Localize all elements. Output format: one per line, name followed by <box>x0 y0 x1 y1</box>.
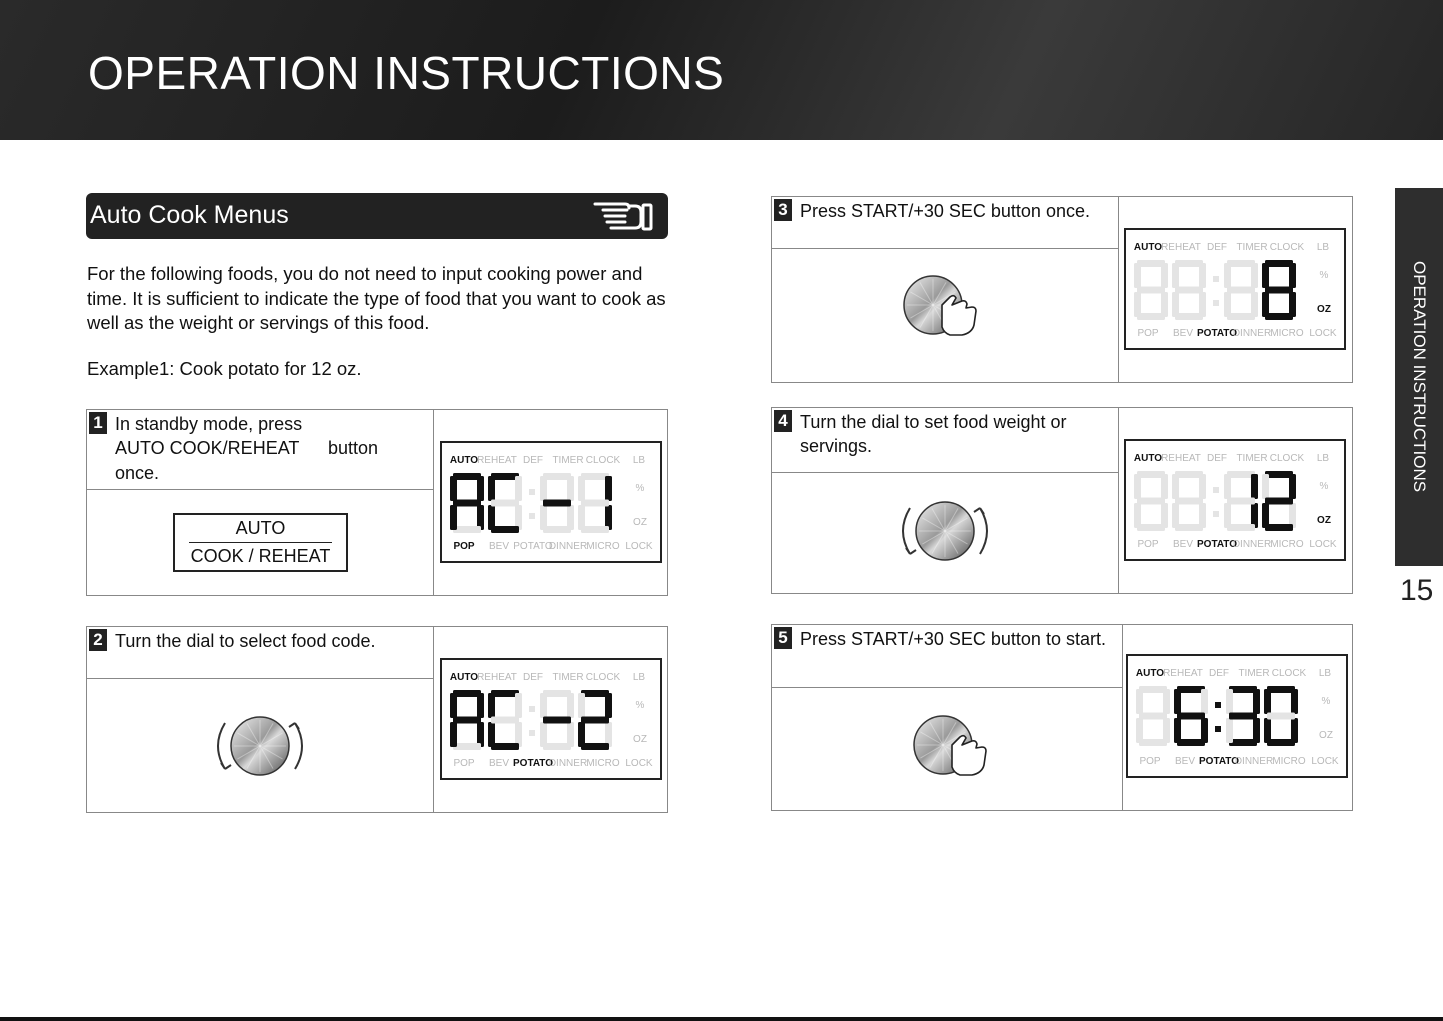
lcd-segment-off <box>1201 689 1208 714</box>
lcd-label-timer: TIMER <box>1238 668 1270 679</box>
side-tab-label: OPERATION INSTRUCTIONS <box>1410 261 1429 493</box>
lcd-segment-off <box>1175 471 1203 478</box>
section-header <box>86 193 668 239</box>
lcd-segment-off <box>1227 287 1255 294</box>
lcd-segment-on <box>581 717 609 724</box>
lcd-segment-on <box>1264 689 1271 714</box>
step-text-line: button <box>328 438 379 458</box>
lcd-segment-off <box>1175 498 1203 505</box>
lcd-segment-off <box>578 505 585 530</box>
step-4 <box>771 407 1353 594</box>
lcd-segment-on <box>1265 498 1293 505</box>
lcd-label-lb: LB <box>632 672 646 683</box>
lcd-label-pop: POP <box>1139 756 1161 767</box>
lcd-label-oz: OZ <box>633 734 647 745</box>
lcd-segment-off <box>1137 471 1165 478</box>
lcd-segment-on <box>450 722 457 747</box>
lcd-screen <box>1128 656 1346 776</box>
step-text-line: servings. <box>800 436 873 456</box>
lcd-segment-on <box>1177 739 1205 746</box>
lcd-label-clock: CLOCK <box>585 455 621 466</box>
lcd-label-dinner: DINNER <box>548 541 588 552</box>
lcd-segment-off <box>1227 524 1255 531</box>
page-title: OPERATION INSTRUCTIONS <box>88 47 725 99</box>
lcd-segment-off <box>578 476 585 501</box>
lcd-segment-on <box>605 476 612 501</box>
step-text: Turn the dial to select food code. <box>115 631 376 651</box>
lcd-label-pop: POP <box>1137 539 1159 550</box>
lcd-segment-on <box>491 473 519 480</box>
button-label-bottom: COOK / REHEAT <box>190 546 331 566</box>
lcd-label-def: DEF <box>523 455 543 466</box>
lcd-label-clock: CLOCK <box>1269 453 1305 464</box>
lcd-segment-on <box>453 500 481 507</box>
lcd-segment-off <box>1137 260 1165 267</box>
lcd-segment-on <box>1262 263 1269 288</box>
lcd-label-dinner: DINNER <box>548 758 588 769</box>
lcd-label-micro: MICRO <box>1272 756 1306 767</box>
lcd-segment-off <box>1137 524 1165 531</box>
lcd-segment-off <box>1175 524 1203 531</box>
lcd-colon-dot <box>1213 276 1219 282</box>
step-divider <box>772 248 1118 249</box>
lcd-label-def: DEF <box>523 672 543 683</box>
lcd-segment-on <box>1229 713 1257 720</box>
lcd-segment-off <box>1251 263 1258 288</box>
lcd-segment-on <box>1229 739 1257 746</box>
lcd-colon-dot <box>529 513 535 519</box>
lcd-colon-dot <box>1213 487 1219 493</box>
lcd-label-dinner: DINNER <box>1232 539 1272 550</box>
lcd-segment-on <box>450 693 457 718</box>
lcd-segment-on <box>1289 474 1296 499</box>
intro-text: For the following foods, you do not need to input cooking power and time. It is sufficient to indicate the type of food that you want to cook as well as the weight or servings of this food. <box>87 263 666 333</box>
lcd-label-percent: % <box>1319 270 1329 281</box>
lcd-segment-off <box>1175 260 1203 267</box>
lcd-segment-off <box>540 693 547 718</box>
lcd-segment-off <box>1134 503 1141 528</box>
lcd-label-dinner: DINNER <box>1232 328 1272 339</box>
lcd-label-oz: OZ <box>1319 730 1333 741</box>
lcd-colon-dot <box>1213 511 1219 517</box>
lcd-label-reheat: REHEAT <box>477 672 517 683</box>
lcd-label-oz: OZ <box>1317 515 1331 526</box>
lcd-segment-off <box>1136 718 1143 743</box>
lcd-label-pop: POP <box>453 541 475 552</box>
lcd-label-percent: % <box>635 483 645 494</box>
lcd-segment-on <box>1291 689 1298 714</box>
lcd-label-clock: CLOCK <box>1269 242 1305 253</box>
lcd-label-reheat: REHEAT <box>1161 453 1201 464</box>
step-text: Press START/+30 SEC button once. <box>800 201 1090 221</box>
lcd-segment-on <box>1262 503 1269 528</box>
lcd-segment-off <box>1161 263 1168 288</box>
lcd-label-percent: % <box>1319 481 1329 492</box>
lcd-label-reheat: REHEAT <box>1161 242 1201 253</box>
lcd-label-lock: LOCK <box>1309 539 1337 550</box>
lcd-segment-off <box>540 505 547 530</box>
lcd-segment-off <box>1227 471 1255 478</box>
lcd-segment-off <box>578 693 585 718</box>
lcd-segment-on <box>1177 686 1205 693</box>
lcd-segment-off <box>1262 474 1269 499</box>
lcd-segment-on <box>491 690 519 697</box>
lcd-segment-off <box>1161 474 1168 499</box>
lcd-segment-on <box>543 717 571 724</box>
lcd-label-def: DEF <box>1207 242 1227 253</box>
lcd-segment-off <box>1226 689 1233 714</box>
lcd-colon-dot <box>1215 726 1221 732</box>
press-dial-icon <box>910 715 992 781</box>
lcd-colon-dot <box>1215 702 1221 708</box>
lcd-segment-on <box>1265 260 1293 267</box>
lcd-segment-on <box>488 722 495 747</box>
header-banner <box>0 0 1443 140</box>
lcd-segment-off <box>1224 263 1231 288</box>
lcd-label-bev: BEV <box>1174 756 1196 767</box>
step-divider <box>1118 408 1119 593</box>
side-tab <box>1395 188 1443 566</box>
lcd-segment-on <box>477 476 484 501</box>
lcd-label-bev: BEV <box>1172 328 1194 339</box>
lcd-segment-off <box>1136 689 1143 714</box>
lcd-segment-on <box>1265 524 1293 531</box>
lcd-label-clock: CLOCK <box>585 672 621 683</box>
lcd-segment-off <box>543 473 571 480</box>
lcd-colon-dot <box>529 489 535 495</box>
lcd-segment-off <box>1175 313 1203 320</box>
lcd-segment-on <box>581 743 609 750</box>
lcd-colon-dot <box>1213 300 1219 306</box>
lcd-label-lb: LB <box>632 455 646 466</box>
lcd-label-timer: TIMER <box>552 455 584 466</box>
lcd-label-clock: CLOCK <box>1271 668 1307 679</box>
lcd-segment-on <box>1262 292 1269 317</box>
lcd-label-potato: POTATO <box>513 758 553 769</box>
lcd-segment-on <box>605 693 612 718</box>
step-number: 5 <box>774 627 792 649</box>
lcd-display <box>440 441 662 563</box>
step-text-line: Turn the dial to set food weight or <box>800 412 1067 432</box>
lcd-label-potato: POTATO <box>513 541 553 552</box>
lcd-segment-on <box>1174 689 1181 714</box>
lcd-segment-off <box>1227 498 1255 505</box>
step-divider <box>433 410 434 595</box>
lcd-label-timer: TIMER <box>552 672 584 683</box>
step-1 <box>86 409 668 596</box>
lcd-label-def: DEF <box>1207 453 1227 464</box>
lcd-segment-off <box>1134 263 1141 288</box>
step-number: 4 <box>774 410 792 432</box>
lcd-segment-on <box>488 505 495 530</box>
lcd-screen <box>1126 230 1344 348</box>
lcd-label-oz: OZ <box>1317 304 1331 315</box>
lcd-segment-off <box>1227 260 1255 267</box>
lcd-segment-off <box>1137 287 1165 294</box>
lcd-segment-off <box>1199 263 1206 288</box>
lcd-segment-on <box>488 693 495 718</box>
step-divider <box>1122 625 1123 810</box>
lcd-label-lb: LB <box>1318 668 1332 679</box>
lcd-label-reheat: REHEAT <box>1163 668 1203 679</box>
lcd-segment-off <box>543 690 571 697</box>
step-text-line: In standby mode, press <box>115 414 303 434</box>
lcd-segment-on <box>1253 689 1260 714</box>
lcd-label-potato: POTATO <box>1197 328 1237 339</box>
lcd-screen <box>1126 441 1344 559</box>
lcd-segment-on <box>1267 686 1295 693</box>
lcd-segment-off <box>540 722 547 747</box>
lcd-label-lb: LB <box>1316 453 1330 464</box>
lcd-label-auto: AUTO <box>449 672 479 683</box>
page-number: 15 <box>1400 574 1434 607</box>
lcd-segment-off <box>1199 474 1206 499</box>
button-label-top: AUTO <box>189 515 332 543</box>
lcd-segment-off <box>1139 739 1167 746</box>
step-divider <box>87 678 433 679</box>
lcd-segment-on <box>1265 313 1293 320</box>
lcd-segment-off <box>515 476 522 501</box>
lcd-segment-off <box>1163 689 1170 714</box>
lcd-segment-off <box>1137 498 1165 505</box>
lcd-label-def: DEF <box>1209 668 1229 679</box>
lcd-segment-off <box>567 476 574 501</box>
lcd-screen <box>442 443 660 561</box>
lcd-segment-on <box>1251 474 1258 499</box>
lcd-label-dinner: DINNER <box>1234 756 1274 767</box>
lcd-label-micro: MICRO <box>586 541 620 552</box>
lcd-display <box>440 658 662 780</box>
lcd-label-pop: POP <box>453 758 475 769</box>
pointing-hand-icon <box>591 198 655 234</box>
lcd-segment-off <box>1224 474 1231 499</box>
lcd-label-micro: MICRO <box>1270 328 1304 339</box>
lcd-label-bev: BEV <box>1172 539 1194 550</box>
lcd-segment-off <box>1175 287 1203 294</box>
lcd-display <box>1124 228 1346 350</box>
lcd-segment-off <box>543 743 571 750</box>
lcd-segment-on <box>491 526 519 533</box>
lcd-segment-on <box>578 722 585 747</box>
lcd-segment-off <box>543 526 571 533</box>
lcd-label-pop: POP <box>1137 328 1159 339</box>
step-number: 2 <box>89 629 107 651</box>
lcd-segment-off <box>540 476 547 501</box>
lcd-label-auto: AUTO <box>1133 242 1163 253</box>
lcd-segment-on <box>1174 718 1181 743</box>
step-text: Press START/+30 SEC button to start. <box>800 629 1106 649</box>
step-divider <box>87 489 433 490</box>
lcd-label-potato: POTATO <box>1199 756 1239 767</box>
lcd-segment-off <box>1224 503 1231 528</box>
lcd-segment-off <box>581 500 609 507</box>
lcd-label-auto: AUTO <box>449 455 479 466</box>
lcd-label-reheat: REHEAT <box>477 455 517 466</box>
lcd-segment-off <box>1226 718 1233 743</box>
lcd-segment-on <box>453 690 481 697</box>
step-divider <box>772 472 1118 473</box>
lcd-label-lock: LOCK <box>625 541 653 552</box>
lcd-label-oz: OZ <box>633 517 647 528</box>
lcd-label-timer: TIMER <box>1236 453 1268 464</box>
lcd-segment-off <box>1137 313 1165 320</box>
lcd-segment-on <box>450 476 457 501</box>
lcd-screen <box>442 660 660 778</box>
lcd-label-auto: AUTO <box>1135 668 1165 679</box>
auto-cook-reheat-button <box>173 513 348 572</box>
lcd-segment-off <box>1139 686 1167 693</box>
lcd-segment-off <box>1172 474 1179 499</box>
lcd-display <box>1124 439 1346 561</box>
lcd-segment-off <box>1172 503 1179 528</box>
step-number: 1 <box>89 412 107 434</box>
lcd-segment-on <box>1264 718 1271 743</box>
lcd-display <box>1126 654 1348 778</box>
step-divider <box>433 627 434 812</box>
lcd-segment-off <box>1267 713 1295 720</box>
lcd-label-potato: POTATO <box>1197 539 1237 550</box>
lcd-colon-dot <box>529 730 535 736</box>
lcd-label-micro: MICRO <box>1270 539 1304 550</box>
lcd-segment-off <box>1172 263 1179 288</box>
bottom-rule <box>0 1017 1443 1021</box>
lcd-label-percent: % <box>1321 696 1331 707</box>
lcd-segment-on <box>450 505 457 530</box>
lcd-segment-on <box>477 693 484 718</box>
lcd-segment-on <box>1177 713 1205 720</box>
lcd-label-lock: LOCK <box>625 758 653 769</box>
lcd-segment-off <box>1134 292 1141 317</box>
lcd-segment-off <box>491 717 519 724</box>
lcd-segment-on <box>543 500 571 507</box>
lcd-segment-on <box>1289 263 1296 288</box>
lcd-segment-off <box>491 500 519 507</box>
lcd-segment-off <box>567 693 574 718</box>
step-2 <box>86 626 668 813</box>
lcd-segment-off <box>515 693 522 718</box>
lcd-segment-on <box>1265 471 1293 478</box>
example-text: Example1: Cook potato for 12 oz. <box>87 358 362 379</box>
lcd-segment-off <box>581 473 609 480</box>
section-title: Auto Cook Menus <box>90 201 289 229</box>
lcd-segment-on <box>453 717 481 724</box>
step-divider <box>772 687 1122 688</box>
lcd-label-auto: AUTO <box>1133 453 1163 464</box>
lcd-segment-on <box>1265 287 1293 294</box>
rotate-dial-icon <box>892 498 998 564</box>
lcd-segment-on <box>453 473 481 480</box>
step-divider <box>1118 197 1119 382</box>
lcd-segment-off <box>1227 313 1255 320</box>
step-text-line: AUTO COOK/REHEAT <box>115 438 300 458</box>
press-dial-icon <box>900 275 982 341</box>
lcd-label-bev: BEV <box>488 541 510 552</box>
lcd-label-lb: LB <box>1316 242 1330 253</box>
lcd-segment-off <box>1172 292 1179 317</box>
lcd-segment-on <box>488 476 495 501</box>
lcd-label-micro: MICRO <box>586 758 620 769</box>
lcd-label-timer: TIMER <box>1236 242 1268 253</box>
lcd-label-lock: LOCK <box>1311 756 1339 767</box>
lcd-segment-on <box>1229 686 1257 693</box>
lcd-label-bev: BEV <box>488 758 510 769</box>
lcd-segment-off <box>1139 713 1167 720</box>
lcd-segment-on <box>491 743 519 750</box>
rotate-dial-icon <box>207 713 313 779</box>
lcd-segment-on <box>1267 739 1295 746</box>
lcd-label-lock: LOCK <box>1309 328 1337 339</box>
lcd-segment-off <box>1224 292 1231 317</box>
lcd-colon-dot <box>529 706 535 712</box>
lcd-segment-on <box>581 690 609 697</box>
lcd-segment-off <box>453 743 481 750</box>
step-text-line: once. <box>115 463 160 483</box>
lcd-segment-off <box>453 526 481 533</box>
step-number: 3 <box>774 199 792 221</box>
step-5 <box>771 624 1353 811</box>
step-3 <box>771 196 1353 383</box>
lcd-segment-off <box>581 526 609 533</box>
lcd-label-percent: % <box>635 700 645 711</box>
lcd-segment-off <box>1134 474 1141 499</box>
